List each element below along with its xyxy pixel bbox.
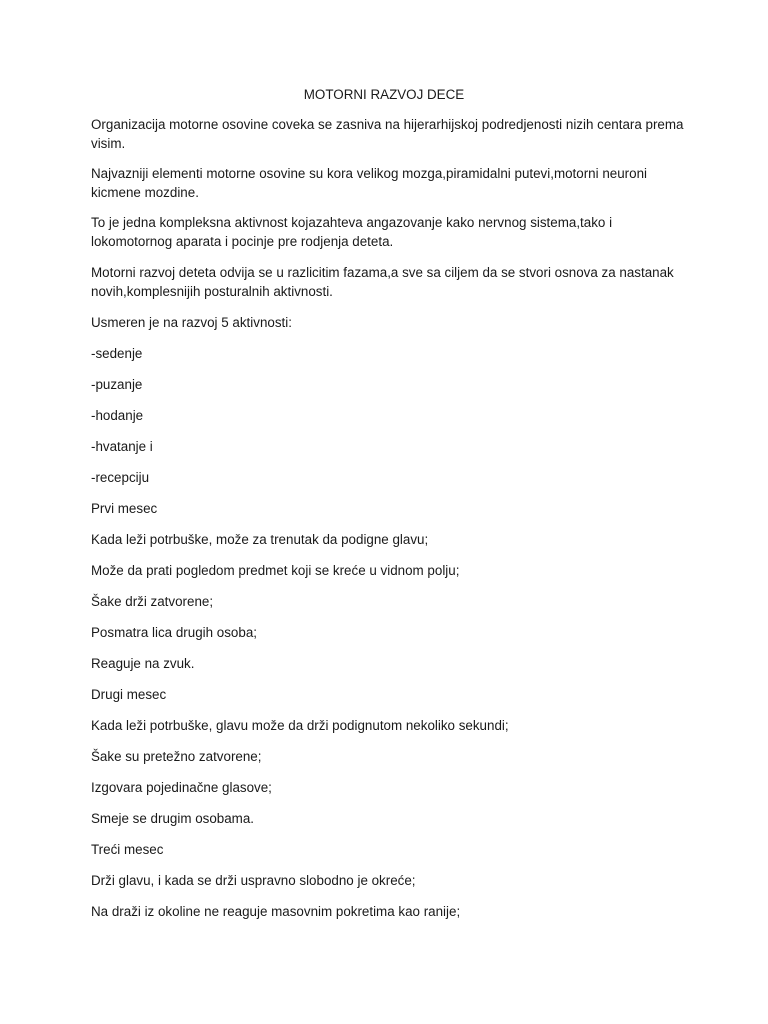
paragraph-line: Posmatra lica drugih osoba; — [91, 625, 257, 640]
list-item-text: -puzanje — [91, 377, 143, 392]
paragraph-line: lokomotornog aparata i pocinje pre rodjenja deteta. — [91, 233, 394, 249]
list-item-hvatanje — [91, 438, 681, 457]
paragraph-line-item — [91, 872, 681, 891]
section-heading-text: Drugi mesec — [91, 687, 167, 702]
paragraph-line-item — [91, 717, 681, 736]
paragraph-line: Smeje se drugim osobama. — [91, 811, 254, 826]
paragraph-line: novih,komplesnijih posturalnih aktivnosti. — [91, 283, 333, 299]
section-heading-treci-mesec — [91, 841, 681, 860]
paragraph-line: Usmeren je na razvoj 5 aktivnosti: — [91, 315, 292, 330]
paragraph-line: Motorni razvoj deteta odvija se u razlicitim fazama,a sve sa ciljem da se stvori osnova za nastanak — [91, 265, 674, 280]
paragraph-line-item — [91, 903, 681, 922]
paragraph-line: Šake drži zatvorene; — [91, 594, 214, 609]
paragraph-line: kicmene mozdine. — [91, 184, 199, 200]
list-item-text: -hodanje — [91, 408, 144, 423]
paragraph-line-item — [91, 748, 681, 767]
list-item-puzanje — [91, 376, 681, 395]
paragraph-line: Najvazniji elementi motorne osovine su kora velikog mozga,piramidalni putevi,motorni neuroni — [91, 166, 647, 181]
document-title: MOTORNI RAZVOJ DECE — [303, 87, 465, 102]
paragraph-line: To je jedna kompleksna aktivnost kojazahteva angazovanje kako nervnog sistema,tako i — [91, 215, 613, 230]
paragraph-line-item — [91, 779, 681, 798]
paragraph-line: Kada leži potrbuške, može za trenutak da podigne glavu; — [91, 532, 429, 547]
list-item-hodanje — [91, 407, 681, 426]
paragraph-line: Reaguje na zvuk. — [91, 656, 195, 671]
paragraph-line: Organizacija motorne osovine coveka se zasniva na hijerarhijskoj podredjenosti nizih centara prema — [91, 117, 684, 132]
list-item-text: -recepciju — [91, 470, 150, 485]
paragraph-2 — [91, 165, 681, 202]
paragraph-line-item — [91, 655, 681, 674]
list-item-text: -hvatanje i — [91, 439, 153, 454]
paragraph-line-item — [91, 593, 681, 612]
paragraph-1 — [91, 116, 684, 153]
list-item-text: -sedenje — [91, 346, 143, 361]
paragraph-line: Na draži iz okoline ne reaguje masovnim pokretima kao ranije; — [91, 904, 461, 919]
section-heading-drugi-mesec — [91, 686, 681, 705]
section-heading-text: Treći mesec — [91, 842, 164, 857]
paragraph-5 — [91, 314, 681, 333]
section-heading-prvi-mesec — [91, 500, 681, 519]
paragraph-line-item — [91, 562, 681, 581]
list-item-sedenje — [91, 345, 681, 364]
paragraph-3 — [91, 214, 681, 251]
paragraph-line-item — [91, 810, 681, 829]
paragraph-line: Šake su pretežno zatvorene; — [91, 749, 262, 764]
paragraph-line: visim. — [91, 135, 126, 151]
paragraph-line: Izgovara pojedinačne glasove; — [91, 780, 272, 795]
paragraph-line: Može da prati pogledom predmet koji se kreće u vidnom polju; — [91, 563, 460, 578]
list-item-recepciju — [91, 469, 681, 488]
paragraph-line: Kada leži potrbuške, glavu može da drži podignutom nekoliko sekundi; — [91, 718, 509, 733]
paragraph-line: Drži glavu, i kada se drži uspravno slobodno je okreće; — [91, 873, 416, 888]
section-heading-text: Prvi mesec — [91, 501, 158, 516]
paragraph-line-item — [91, 531, 681, 550]
paragraph-line-item — [91, 624, 681, 643]
paragraph-4 — [91, 264, 681, 301]
